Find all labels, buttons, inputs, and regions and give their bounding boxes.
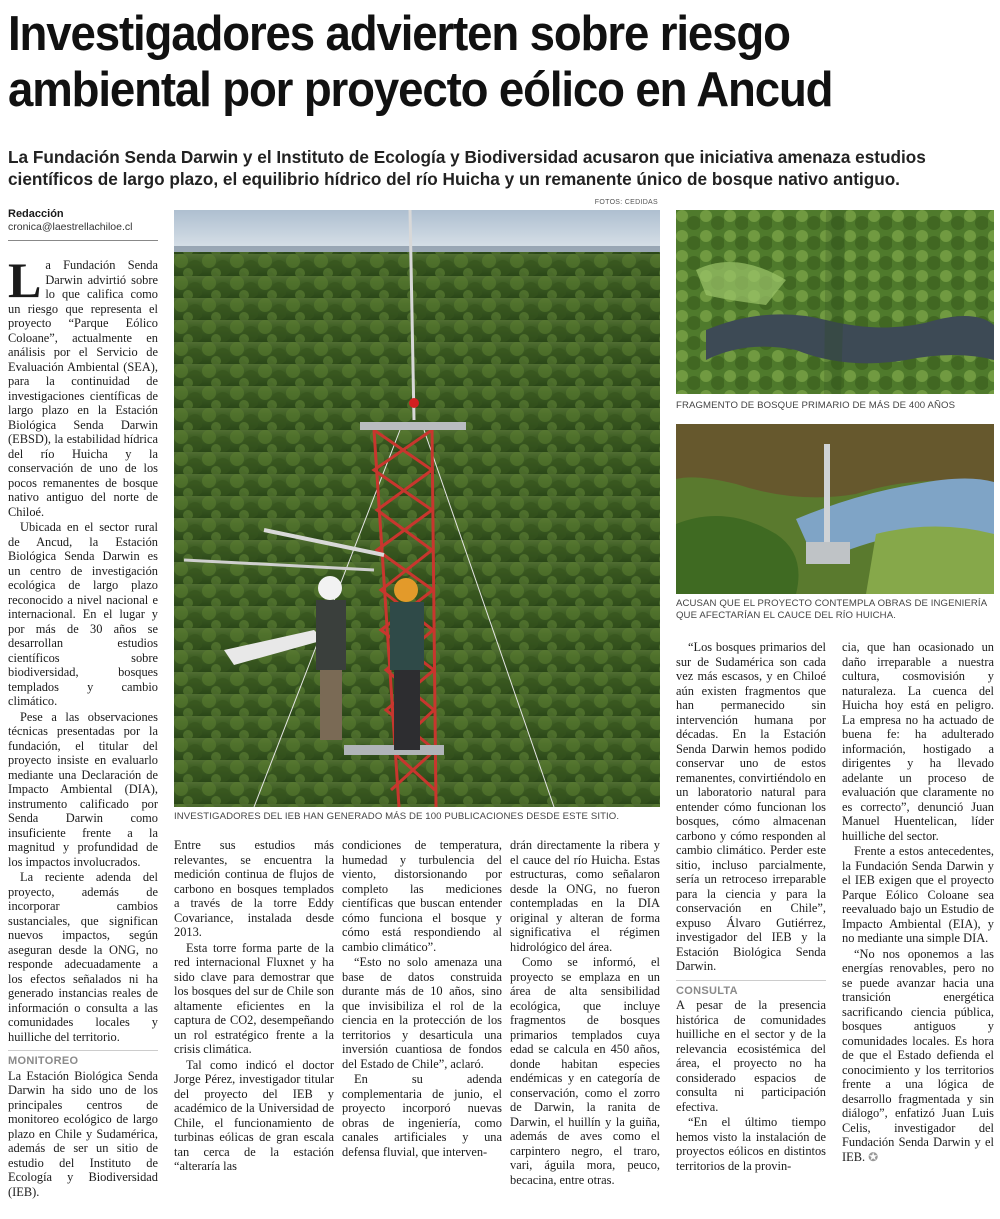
byline [8,208,168,234]
article-column-4 [510,838,660,1188]
aerial-river-image [676,424,994,594]
article-paragraph: Tal como indicó el doctor Jorge Pérez, investigador titular del proyecto del IEB y académico de la Universidad de Chile, el funcionamiento de turbinas eólicas de gran escala tan cerca de la estación “alteraría las [174,1057,334,1173]
forest-fragment-photo [676,210,994,394]
aerial-forest-image [676,210,994,394]
section-heading-consulta: CONSULTA [676,980,826,999]
river-caption: ACUSAN QUE EL PROYECTO CONTEMPLA OBRAS DE INGENIERÍA QUE AFECTARÍAN EL CAUCE DEL RÍO HUICHA. [676,598,987,621]
article-paragraph: condiciones de temperatura, humedad y turbulencia del viento, distorsionando por completo las mediciones científicas que buscan entender cómo funciona el bosque y cómo está respondiendo al cambio climático”. [342,838,502,954]
section-heading-monitoreo: MONITOREO [8,1050,158,1069]
end-of-article-icon: ✪ [868,1149,879,1164]
article-paragraph: La reciente adenda del proyecto, además de incorporar cambios sustanciales, que significan nuevos impactos, según aseguran desde la ONG, no responde adecuadamente a los efectos señalados ni ha generado instancias reales de información o consulta a las comunidades locales y huilliche del territorio. [8,870,158,1044]
article-paragraph: Ubicada en el sector rural de Ancud, la Estación Biológica Senda Darwin es un centro de investigación ecológica de largo plazo reconocido a nivel nacional e internacional. En el lugar y por más de 30 años se desarrollan estudios científicos sobre biodiversidad, bosques templados y cambio climático. [8,520,158,708]
article-paragraph: Pese a las observaciones técnicas presentadas por la fundación, el titular del proyecto insiste en evaluarlo mediante una Declaración de Impacto Ambiental (DIA), instrumento calificado por Senda Darwin como insuficiente frente a la magnitud y profundidad de los impactos involucrados. [8,709,158,869]
article-paragraph: A pesar de la presencia histórica de comunidades huilliche en el sector y de la relevancia ecosistémica del área, el proyecto no ha considerado espacios de consulta ni participación efectiva. [676,998,826,1114]
photo-credit: FOTOS: CEDIDAS [594,199,658,206]
drop-cap: L [8,252,42,308]
headline-line-1: Investigadores advierten sobre riesgo [8,7,790,61]
subhead: La Fundación Senda Darwin y el Instituto de Ecología y Biodiversidad acusaron que iniciativa amenaza estudios científicos de largo plazo, el equilibrio hídrico del río Huicha y un remanente único de bosque nativo antiguo. [8,147,926,189]
headline-line-2: ambiental por proyecto eólico en Ancud [8,63,833,117]
forest-fragment-caption: FRAGMENTO DE BOSQUE PRIMARIO DE MÁS DE 400 AÑOS [676,400,956,411]
article-column-6 [842,640,994,1165]
article-paragraph: cia, que han ocasionado un daño irreparable a nuestra cultura, cosmovisión y naturaleza. La cuenca del Huicha hoy está en peligro. La empresa no ha actuado de buena fe: ha adulterado información, hostigado a dirigentes y ha llevado adelante un proceso de evaluación que claramente no es correcto”, denunció Juan Manuel Huentelican, líder huilliche del sector. [842,640,994,843]
article-paragraph: Esta torre forma parte de la red internacional Fluxnet y ha sido clave para demostrar que los bosques del sur de Chile son altamente eficientes en la captura de CO2, desempeñando un rol estratégico frente a la crisis climática. [174,940,334,1056]
article-column-2 [174,838,334,1175]
article-column-5 [676,640,826,1174]
article-paragraph: Frente a estos antecedentes, la Fundación Senda Darwin y el IEB exigen que el proyecto Parque Eólico Coloane sea reevaluado bajo un Estudio de Impacto Ambiental (EIA), y no mediante una simple DIA. [842,844,994,945]
article-paragraph-text: “No nos oponemos a las energías renovables, pero no se puede avanzar hacia una transición energética sacrificando ciencia pública, bosques antiguos y comunidades locales. Es hora de que el Estado defienda el conocimiento y los territorios frente a una lógica de desarrollo fragmentada y sin diálogo”, enfatizó Juan Luis Celis, investigador del Fundación Senda Darwin y el IEB. [842,946,994,1164]
byline-divider [8,240,158,241]
article-column-1 [8,252,158,1200]
article-paragraph: Entre sus estudios más relevantes, se encuentra la medición continua de flujos de carbono en bosques templados a través de la torre Eddy Covariance, instalada desde 2013. [174,838,334,939]
tower-forest-image [174,210,660,807]
article-paragraph: En su adenda complementaria de junio, el proyecto incorporó nuevas obras de ingeniería, como canales artificiales y una defensa fluvial, que interven- [342,1072,502,1159]
article-paragraph: “Esto no solo amenaza una base de datos construida durante más de 10 años, sino que invisibiliza el rol de la ciencia en la protección de los territorios y desarticula una inversión cuantiosa de fondos del Estado de Chile”, aclaró. [342,955,502,1071]
article-paragraph: La Estación Biológica Senda Darwin ha sido uno de los principales centros de monitoreo ecológico de largo plazo en Chile y Sudamérica, además de ser un sitio de estudio del Instituto de Ecología y Biodiversidad (IEB). [8,1068,158,1199]
article-paragraph: “En el último tiempo hemos visto la instalación de proyectos eólicos en distintos territorios de la provin- [676,1115,826,1173]
byline-email[interactable]: cronica@laestrellachiloe.cl [8,221,133,233]
article-paragraph [842,947,994,1165]
river-photo [676,424,994,594]
byline-author: Redacción [8,208,64,220]
article-paragraph-text: a Fundación Senda Darwin advirtió sobre lo que califica como un riesgo que representa el proyecto “Parque Eólico Coloane”, actualmente en análisis por el Servicio de Evaluación Ambiental (SEA), para la continuidad de investigaciones científicas de largo plazo en la Estación Biológica Senda Darwin (EBSD), la estabilidad hídrica del río Huicha y la conservación de uno de los pocos remanentes de bosque nativo antiguo del norte de Chiloé. [8,258,158,519]
article-paragraph: “Los bosques primarios del sur de Sudamérica son cada vez más escasos, y en Chiloé aún existen fragmentos que han permanecido sin intervención humana por décadas. En la Estación Senda Darwin hemos podido conservar uno de estos remanentes, convirtiéndolo en un laboratorio natural para entender cómo funcionan los bosques, cómo almacenan carbono y cómo responden al cambio climático. Perder este sitio, incluso parcialmente, sería un retroceso irreparable para la ciencia y para la conservación en Chile”, expuso Álvaro Gutiérrez, investigador del IEB y la Estación Biológica Senda Darwin. [676,640,826,973]
article-column-3 [342,838,502,1160]
main-photo [174,210,660,807]
headline [8,6,929,118]
article-paragraph [8,252,158,519]
article-paragraph: Como se informó, el proyecto se emplaza en un área de alta sensibilidad ecológica, que incluye fragmentos de bosques primarios templados cuya edad se calcula en 450 años, donde habitan especies endémicas y en categoría de conservación, como el zorro de Darwin, la ranita de Darwin, el huillín y la guiña, además de aves como el carpintero negro, el traro, vari, águila mora, peuco, becacina, entre otras. [510,955,660,1187]
article-paragraph: drán directamente la ribera y el cauce del río Huicha. Estas estructuras, como señalaron desde la ONG, no fueron contempladas en la DIA original y alteran de forma significativa el régimen hidrológico del área. [510,838,660,954]
main-photo-caption: INVESTIGADORES DEL IEB HAN GENERADO MÁS DE 100 PUBLICACIONES DESDE ESTE SITIO. [174,811,620,822]
